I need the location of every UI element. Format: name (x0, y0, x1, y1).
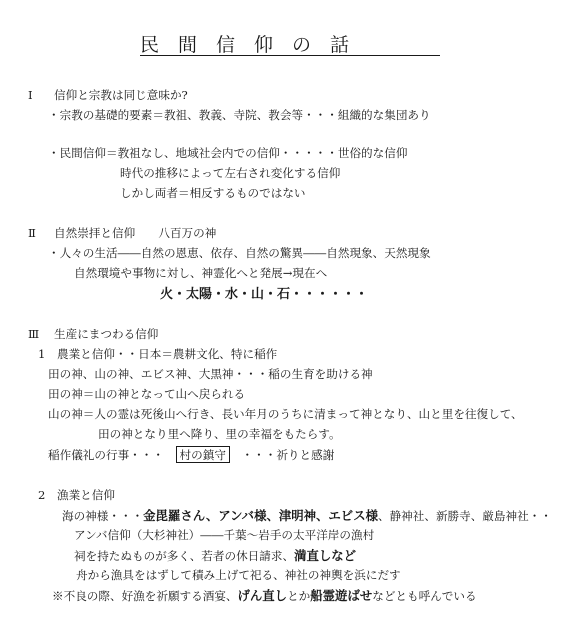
document-title: 民 間 信 仰 の 話 (140, 34, 350, 56)
note-bold-b: 船霊遊ばせ (310, 588, 373, 603)
subsection-2-line-2: アンバ信仰（大杉神社）――千葉～岩手の太平洋岸の漁村 (74, 528, 375, 542)
subsection-1-line-3: 山の神＝人の霊は死後山へ行き、長い年月のうちに清まって神となり、山と里を往復して、 (48, 407, 523, 421)
section-1-heading-text: 信仰と宗教は同じ意味か? (54, 88, 188, 102)
section-2-line-1: ・人々の生活――自然の恩恵、依存、自然の驚異――自然現象、天然現象 (48, 246, 431, 260)
title-underline (140, 55, 440, 56)
village-shrine-box: 村の鎮守 (176, 446, 230, 463)
subsection-2-line-5 (52, 588, 477, 604)
section-1-line-1: ・宗教の基礎的要素＝教祖、教義、寺院、教会等・・・組織的な集団あり (48, 108, 431, 122)
subsection-1-line-5 (48, 448, 334, 463)
sea-gods-rest: 、静神社、新勝寺、厳島神社・・ (377, 509, 552, 523)
section-1-line-4: しかし両者＝相反するものではない (120, 186, 306, 200)
section-1-heading (28, 88, 188, 103)
section-2-numeral: Ⅱ (28, 226, 36, 240)
prayer-gratitude-text: ・・・祈りと感謝 (229, 448, 335, 462)
section-3-heading-text: 生産にまつわる信仰 (54, 327, 159, 341)
section-1-numeral: Ⅰ (28, 88, 33, 102)
shrine-note-bold: 満直しなど (294, 548, 357, 563)
note-text-a: ※不良の際、好漁を祈願する酒宴、 (52, 589, 238, 603)
section-2-line-2: 自然環境や事物に対し、神霊化へと発展→現在へ (74, 266, 328, 280)
section-1-line-2: ・民間信仰＝教祖なし、地域社会内での信仰・・・・・世俗的な信仰 (48, 146, 408, 160)
sea-gods-label: 海の神様・・・ (62, 509, 144, 523)
subsection-1-line-1: 田の神、山の神、エビス神、大黒神・・・稲の生育を助ける神 (48, 367, 373, 381)
note-text-b: とか (287, 589, 311, 603)
sea-gods-bold: 金毘羅さん、アンバ様、津明神、エビス様 (143, 508, 378, 523)
ritual-events-label: 稲作儀礼の行事・・・ (48, 448, 176, 462)
subsection-1-heading: 1 農業と信仰・・日本＝農耕文化、特に稲作 (38, 347, 278, 361)
section-3-heading (28, 327, 158, 342)
subsection-1-line-2: 田の神＝山の神となって山へ戻られる (48, 387, 246, 401)
section-2-heading (28, 226, 216, 241)
subsection-2-line-1 (62, 508, 552, 524)
section-3-numeral: Ⅲ (28, 327, 40, 341)
subsection-1-line-4: 田の神となり里へ降り、里の幸福をもたらす。 (98, 427, 341, 441)
subsection-2-line-3 (74, 548, 356, 564)
section-2-heading-text: 自然崇拝と信仰 八百万の神 (54, 226, 217, 240)
subsection-2-line-4: 舟から漁具をはずして積み上げて祀る、神社の神輿を浜にだす (76, 568, 401, 582)
section-1-line-3: 時代の推移によって左右され変化する信仰 (120, 166, 341, 180)
note-bold-a: げん直し (237, 588, 288, 603)
shrine-note-text: 祠を持たぬものが多く、若者の休日請求、 (74, 549, 295, 563)
note-text-c: などとも呼んでいる (372, 589, 477, 603)
subsection-2-heading: 2 漁業と信仰 (38, 488, 115, 502)
section-2-line-3: 火・太陽・水・山・石・・・・・・ (160, 287, 369, 302)
